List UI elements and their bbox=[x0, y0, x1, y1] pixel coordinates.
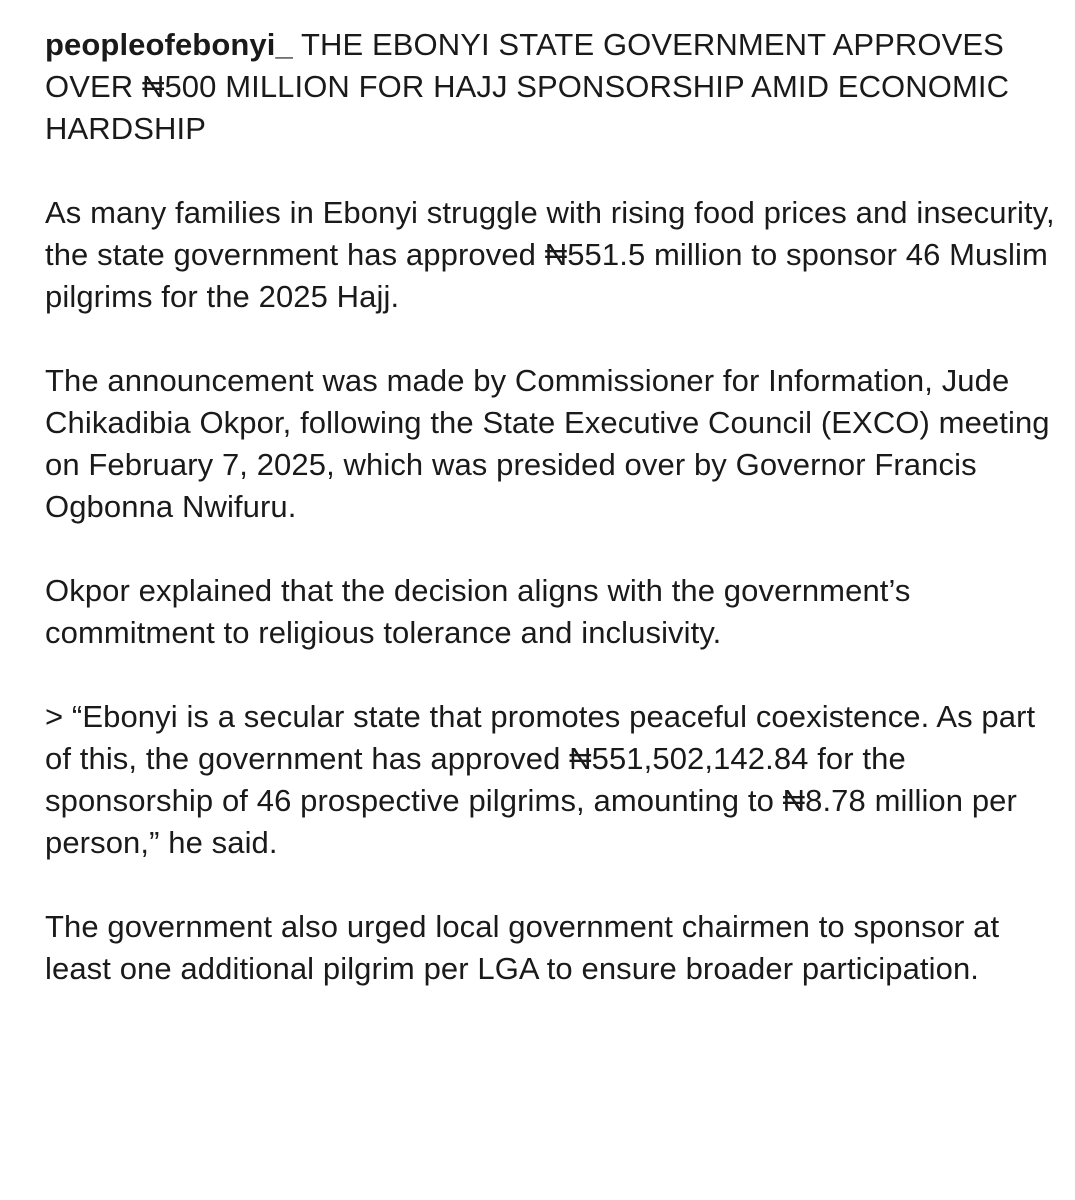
caption-paragraph-5: The government also urged local government chairmen to sponsor at least one additional pilgrim per LGA to ensure broader participation. bbox=[45, 909, 1000, 986]
caption-paragraph-1: As many families in Ebonyi struggle with rising food prices and insecurity, the state government has approved ₦551.5 million to sponsor 46 Muslim pilgrims for the 2025 Hajj. bbox=[45, 195, 1055, 314]
post-caption bbox=[45, 24, 1055, 1032]
caption-paragraph-3: Okpor explained that the decision aligns with the government’s commitment to religious tolerance and inclusivity. bbox=[45, 573, 911, 650]
caption-paragraph-2: The announcement was made by Commissioner for Information, Jude Chikadibia Okpor, following the State Executive Council (EXCO) meeting on February 7, 2025, which was presided over by Governor Francis Ogbonna Nwifuru. bbox=[45, 363, 1050, 524]
headline-text: THE EBONYI STATE GOVERNMENT APPROVES OVER ₦500 MILLION FOR HAJJ SPONSORSHIP AMID ECONOMIC HARDSHIP bbox=[45, 27, 1010, 146]
username-link[interactable]: peopleofebonyi_ bbox=[45, 27, 293, 62]
caption-quote-paragraph: > “Ebonyi is a secular state that promotes peaceful coexistence. As part of this, the government has approved ₦551,502,142.84 for the sponsorship of 46 prospective pilgrims, amounting to ₦8.78 million per person,” he said. bbox=[45, 699, 1036, 860]
caption-headline bbox=[45, 24, 1055, 150]
